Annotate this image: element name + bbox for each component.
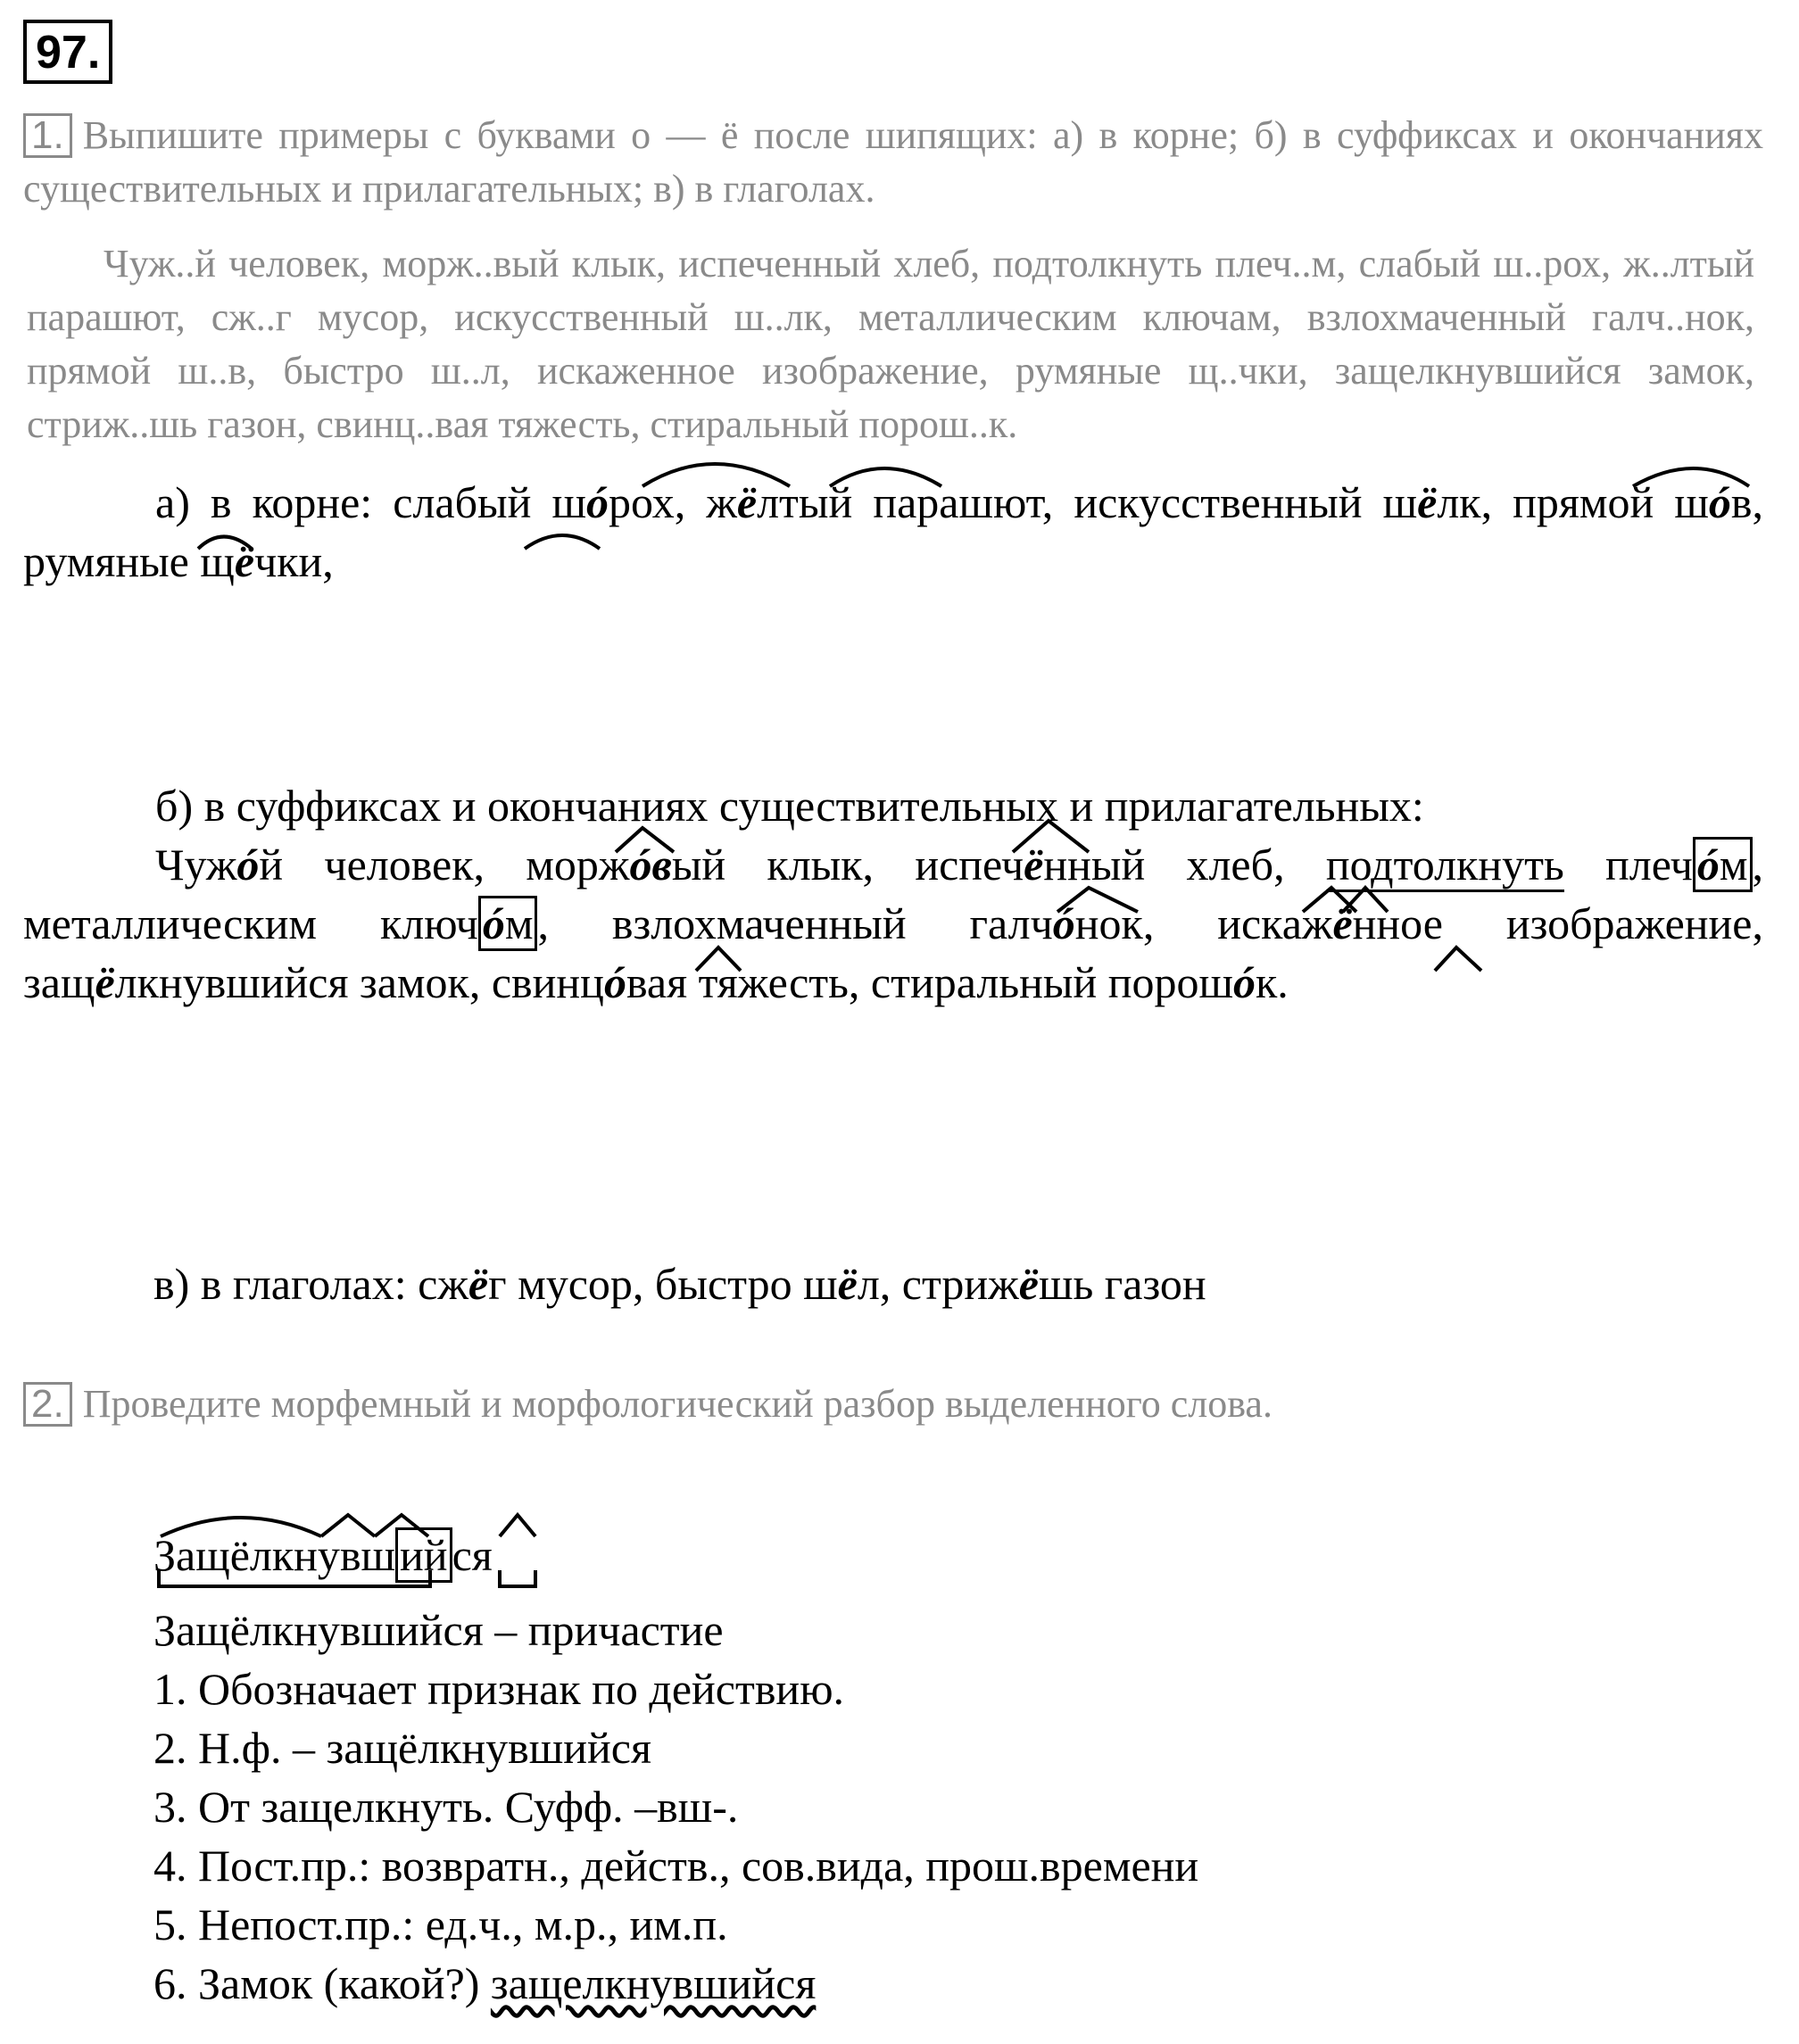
morph-root: Защёлкну xyxy=(153,1530,340,1580)
task2-instruction xyxy=(23,1378,1763,1431)
answer-b-heading: б) в суффиксах и окончаниях существительных и прилагательных: xyxy=(155,781,1424,831)
word-a4: прямой шóв, xyxy=(1492,477,1763,527)
exercise-number: 97. xyxy=(23,20,112,84)
analysis-line-1: 1. Обозначает признак по действию. xyxy=(153,1664,845,1714)
answer-a xyxy=(23,473,1763,591)
suffix-caret xyxy=(500,1515,535,1536)
task1-instruction xyxy=(23,109,1763,216)
morph-ending: ий xyxy=(395,1527,452,1583)
analysis-line-6: 6. Замок (какой?) защелкнувшийся xyxy=(153,1958,817,2008)
analysis-line-3: 3. От защелкнуть. Суфф. –вш-. xyxy=(153,1782,739,1832)
word-a3: искусственный шёлк, xyxy=(1053,477,1493,527)
analysis-line-5: 5. Непост.пр.: ед.ч., м.р., им.п. xyxy=(153,1899,728,1949)
morph-postfix: ся xyxy=(452,1530,493,1580)
analysis-line-4: 4. Пост.пр.: возвратн., действ., сов.вида, прош.времени xyxy=(153,1841,1199,1891)
answer-b xyxy=(23,776,1763,1012)
morphemic-word xyxy=(153,1526,493,1585)
word-a5: румяные щёчки, xyxy=(23,536,334,586)
task1-number: 1. xyxy=(23,113,72,158)
answer-a-label: а) в корне: xyxy=(155,477,373,527)
answer-v-label: в) в глаголах: xyxy=(153,1259,407,1309)
base-bracket xyxy=(500,1570,535,1586)
answer-v: в) в глаголах: сжёг мусор, быстро шёл, стрижёшь газон xyxy=(153,1259,1206,1309)
morphological-analysis xyxy=(153,1601,1198,2013)
wavy-underlined-word: защелкнувшийся xyxy=(490,1958,817,2008)
word-a2: жёлтый парашют, xyxy=(706,477,1054,527)
answer-b-text: Чужóй человек, моржóвый клык, испечённый хлеб, подтолкнуть плеч óм , металлическим ключ óм , взлохмаченный галчóнок, искажённое изображение, защёлкнувшийся замок, свинцóвая тяжесть, стиральный порошóк. xyxy=(23,835,1763,1012)
morph-suffix: вш xyxy=(339,1530,396,1580)
source-text: Чуж..й человек, морж..вый клык, испеченный хлеб, подтолкнуть плеч..м, слабый ш..рох, ж..лтый парашют, сж..г мусор, искусственный ш..лк, металлическим ключам, взлохмаченный галч..нок, прямой ш..в, быстро ш..л, искаженное изображение, румяные щ..чки, защелкнувшийся замок, стриж..шь газон, свинц..вая тяжесть, стиральный порош..к. xyxy=(27,242,1754,446)
task1-text: Выпишите примеры с буквами о — ё после шипящих: а) в корне; б) в суффиксах и окончаниях существительных и прилагательных; в) в глаголах. xyxy=(23,113,1763,211)
analysis-line-2: 2. Н.ф. – защёлкнувшийся xyxy=(153,1723,651,1773)
task2-number: 2. xyxy=(23,1382,72,1427)
task2-text: Проведите морфемный и морфологический разбор выделенного слова. xyxy=(82,1382,1273,1426)
word-a1: слабый шóрох, xyxy=(372,477,686,527)
analysis-title: Защёлкнувшийся – причастие xyxy=(153,1605,724,1655)
